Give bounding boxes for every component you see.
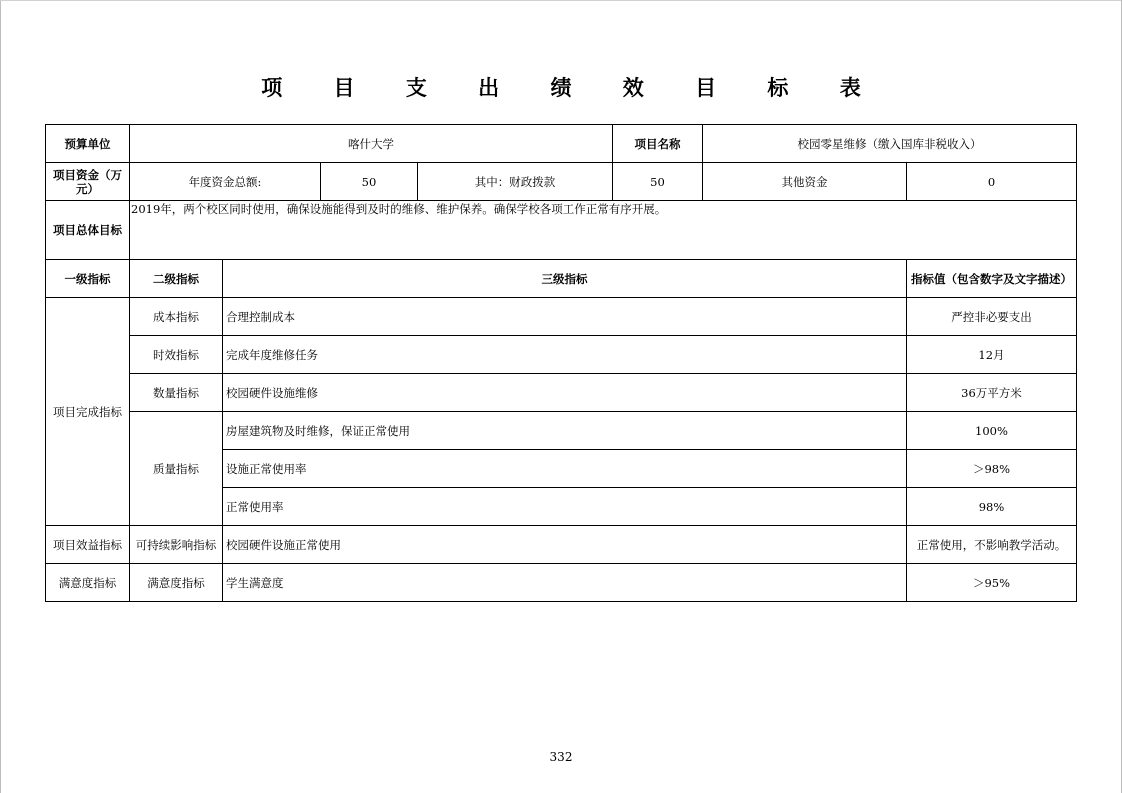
project-funds-label: 项目资金（万元）	[46, 163, 130, 201]
project-name-label: 项目名称	[613, 125, 703, 163]
table-row	[46, 564, 1077, 602]
quality-indicator-item: 房屋建筑物及时维修，保证正常使用	[223, 412, 907, 450]
funds-row	[46, 163, 1077, 201]
project-name-value: 校园零星维修（缴入国库非税收入）	[703, 125, 1077, 163]
quantity-indicator-item: 校园硬件设施维修	[223, 374, 907, 412]
table-row	[46, 374, 1077, 412]
quality-indicator-value: 98%	[907, 488, 1077, 526]
satisfaction-indicator-label: 满意度指标	[46, 564, 130, 602]
satisfaction-sub-indicator-label: 满意度指标	[130, 564, 223, 602]
table-row	[46, 298, 1077, 336]
completion-indicator-label: 项目完成指标	[46, 298, 130, 526]
benefit-indicator-label: 项目效益指标	[46, 526, 130, 564]
budget-unit-value: 喀什大学	[130, 125, 613, 163]
header-row	[46, 125, 1077, 163]
overall-goal-row	[46, 201, 1077, 260]
quality-indicator-value: ＞98%	[907, 450, 1077, 488]
timeliness-indicator-value: 12月	[907, 336, 1077, 374]
annual-total-value: 50	[321, 163, 418, 201]
satisfaction-indicator-value: ＞95%	[907, 564, 1077, 602]
quality-indicator-item: 正常使用率	[223, 488, 907, 526]
cost-indicator-label: 成本指标	[130, 298, 223, 336]
fiscal-allocation-value: 50	[613, 163, 703, 201]
sustainability-indicator-value: 正常使用，不影响教学活动。	[907, 526, 1077, 564]
level1-header: 一级指标	[46, 260, 130, 298]
timeliness-indicator-label: 时效指标	[130, 336, 223, 374]
fiscal-allocation-label: 其中：财政拨款	[418, 163, 613, 201]
budget-unit-label: 预算单位	[46, 125, 130, 163]
sustainability-indicator-label: 可持续影响指标	[130, 526, 223, 564]
other-funds-value: 0	[907, 163, 1077, 201]
cost-indicator-item: 合理控制成本	[223, 298, 907, 336]
sustainability-indicator-item: 校园硬件设施正常使用	[223, 526, 907, 564]
quality-indicator-value: 100%	[907, 412, 1077, 450]
annual-total-label: 年度资金总额:	[130, 163, 321, 201]
performance-goal-table	[45, 124, 1077, 602]
table-row	[46, 336, 1077, 374]
overall-goal-label: 项目总体目标	[46, 201, 130, 260]
quality-indicator-item: 设施正常使用率	[223, 450, 907, 488]
table-row	[46, 412, 1077, 450]
page-number: 332	[549, 750, 573, 764]
other-funds-label: 其他资金	[703, 163, 907, 201]
timeliness-indicator-item: 完成年度维修任务	[223, 336, 907, 374]
indicator-value-header: 指标值（包含数字及文字描述）	[907, 260, 1077, 298]
overall-goal-text: 2019年，两个校区同时使用，确保设施能得到及时的维修、维护保养。确保学校各项工作正常有序开展。	[130, 201, 1077, 260]
quantity-indicator-value: 36万平方米	[907, 374, 1077, 412]
quantity-indicator-label: 数量指标	[130, 374, 223, 412]
table-row	[46, 526, 1077, 564]
page-edge-left	[0, 0, 1, 793]
page-edge-top	[0, 0, 1122, 1]
page-title: 项 目 支 出 绩 效 目 标 表	[261, 76, 883, 100]
column-header-row	[46, 260, 1077, 298]
satisfaction-indicator-item: 学生满意度	[223, 564, 907, 602]
cost-indicator-value: 严控非必要支出	[907, 298, 1077, 336]
level2-header: 二级指标	[130, 260, 223, 298]
level3-header: 三级指标	[223, 260, 907, 298]
quality-indicator-label: 质量指标	[130, 412, 223, 526]
